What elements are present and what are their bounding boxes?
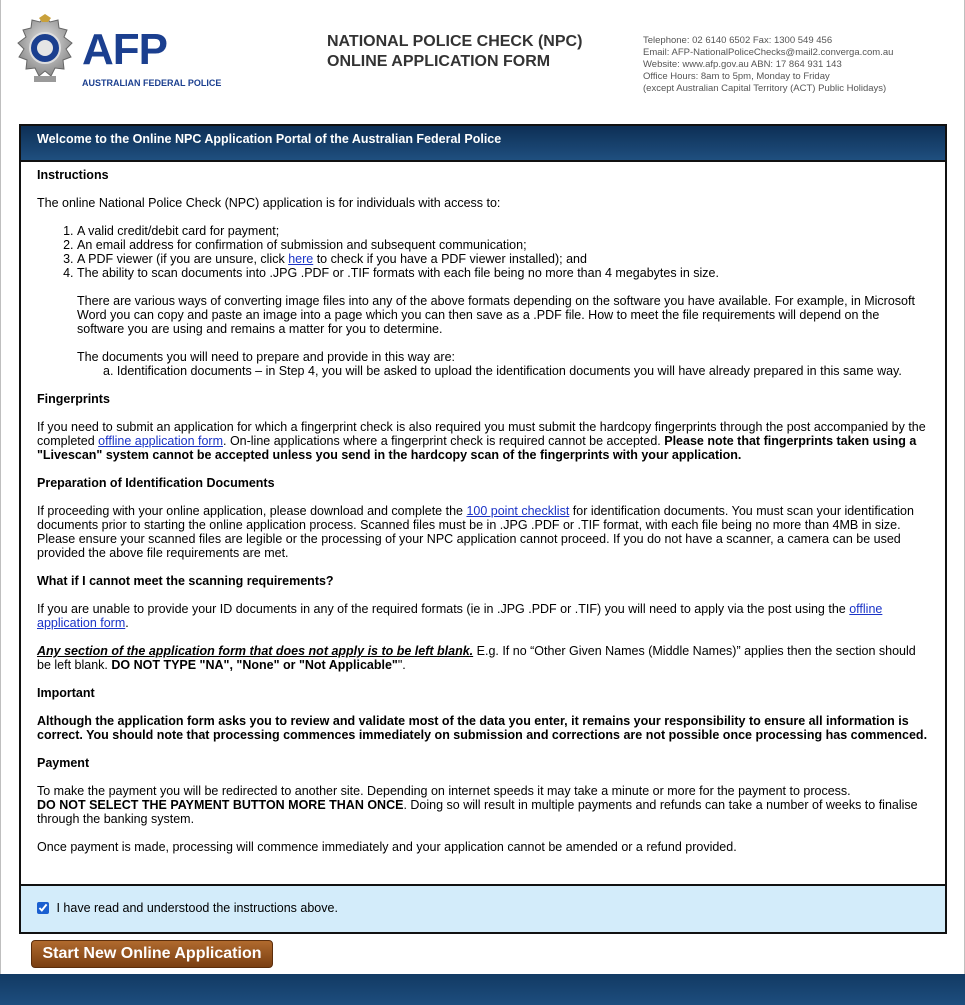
scanning-text — [37, 602, 929, 630]
fingerprints-heading: Fingerprints — [37, 392, 110, 406]
scanning-text-start: If you are unable to provide your ID documents in any of the required formats (ie in .JPG .PDF or .TIF) you will need to apply via the post using the — [37, 602, 850, 616]
start-application-button[interactable]: Start New Online Application — [31, 940, 273, 968]
payment-text-2: . Doing so will result in multiple payments and refunds can take a number of weeks to finalise through the banking system. — [37, 798, 918, 826]
docs-item-a: a. Identification documents – in Step 4, you will be asked to upload the identification documents you will have already prepared in this same way. — [103, 364, 902, 378]
preparation-text-start: If proceeding with your online application, please download and complete the — [37, 504, 467, 518]
logo-subtitle: AUSTRALIAN FEDERAL POLICE — [82, 78, 222, 88]
checklist-link[interactable]: 100 point checklist — [466, 504, 570, 518]
list-item — [77, 252, 929, 266]
form-title — [327, 32, 582, 72]
requirements-list — [77, 224, 929, 280]
contact-hours: Office Hours: 8am to 5pm, Monday to Friday — [643, 71, 830, 82]
blank-warning: DO NOT TYPE "NA", "None" or "Not Applicable" — [111, 658, 398, 672]
contact-phone: Telephone: 02 6140 6502 Fax: 1300 549 456 — [643, 35, 833, 46]
acknowledge-checkbox[interactable] — [37, 902, 49, 914]
livescan-warning: Please note that fingerprints taken using a "Livescan" system cannot be accepted unless you send in the hardcopy scan of the fingerprints with your application. — [37, 434, 917, 462]
list-item: 4. The ability to scan documents into .JPG .PDF or .TIF formats with each file being no more than 4 megabytes in size. — [77, 266, 929, 280]
list-item: 1. A valid credit/debit card for payment; — [77, 224, 929, 238]
acknowledge-row — [21, 884, 945, 932]
preparation-heading: Preparation of Identification Documents — [37, 476, 275, 490]
offline-form-link-2[interactable]: offline application form — [37, 602, 883, 630]
instructions-intro: The online National Police Check (NPC) application is for individuals with access to: — [37, 196, 501, 210]
payment-heading: Payment — [37, 756, 90, 770]
fingerprints-text-start: If you need to submit an application for which a fingerprint check is also required you must submit the hardcopy fingerprints through the post accompanied by the completed — [37, 420, 926, 448]
item3-text: A PDF viewer (if you are unsure, click — [77, 252, 289, 266]
form-title-line2: ONLINE APPLICATION FORM — [327, 53, 551, 70]
blank-emphasis: Any section of the application form that does not apply is to be left blank. — [37, 644, 474, 658]
form-title-line1: NATIONAL POLICE CHECK (NPC) — [327, 33, 583, 50]
convert-paragraph: There are various ways of converting image files into any of the above formats depending on the software you have available. For example, in Microsoft Word you can copy and paste an image into a page which you can then save as a .PDF file. How to meet the file requirements will depend on the software you are using and remains a matter for you to determine. — [77, 294, 915, 336]
important-heading: Important — [37, 686, 95, 700]
afp-logo[interactable] — [14, 12, 222, 92]
offline-form-link[interactable]: offline application form — [98, 434, 223, 448]
scanning-heading: What if I cannot meet the scanning requirements? — [37, 574, 334, 588]
important-text — [37, 714, 929, 742]
contact-holidays: (except Australian Capital Territory (ACT) Public Holidays) — [643, 83, 887, 94]
instructions-heading: Instructions — [37, 168, 109, 182]
acknowledge-label[interactable] — [37, 901, 338, 915]
fingerprints-text — [37, 420, 929, 462]
instructions-content — [21, 162, 945, 854]
conversion-notes — [77, 294, 929, 378]
contact-website: Website: www.afp.gov.au ABN: 17 864 931 143 — [643, 59, 842, 70]
contact-email: Email: AFP-NationalPoliceChecks@mail2.converga.com.au — [643, 47, 894, 58]
list-item: 2. An email address for confirmation of submission and subsequent communication; — [77, 238, 929, 252]
payment-text-1: To make the payment you will be redirected to another site. Depending on internet speeds it may take a minute or more for the payment to process. — [37, 784, 851, 798]
logo-text: AFP — [82, 25, 167, 74]
blank-section-note — [37, 644, 929, 672]
item3-text-end: to check if you have a PDF viewer installed); and — [313, 252, 587, 266]
preparation-text — [37, 504, 929, 560]
payment-text — [37, 784, 929, 826]
blank-text: E.g. If no “Other Given Names (Middle Names)” applies then the section should be left blank. — [37, 644, 916, 672]
fingerprints-text-mid: . On-line applications where a fingerprint check is required cannot be accepted. — [223, 434, 665, 448]
footer-bar — [0, 974, 965, 1005]
contact-details — [643, 35, 893, 95]
pdf-check-link[interactable]: here — [288, 252, 314, 266]
important-bold: Although the application form asks you to review and validate most of the data you enter, it remains your responsibility to ensure all information is correct. You should note that processing commences immediately on submission and corrections are not possible once processing has commenced. — [37, 714, 928, 742]
acknowledge-text: I have read and understood the instructions above. — [56, 901, 338, 915]
payment-final-text: Once payment is made, processing will commence immediately and your application cannot be amended or a refund provided. — [37, 840, 737, 854]
payment-warning: DO NOT SELECT THE PAYMENT BUTTON MORE THAN ONCE — [37, 798, 404, 812]
instructions-panel — [19, 124, 947, 934]
docs-paragraph: The documents you will need to prepare and provide in this way are: — [77, 350, 455, 364]
page-header — [0, 0, 965, 120]
police-crest-icon — [14, 14, 76, 88]
blank-tail: ". — [397, 658, 406, 672]
preparation-text-end: for identification documents. You must scan your identification documents prior to starting the online application process. Scanned files must be in .JPG .PDF or .TIF format, with each file being no more than 4MB in size. Please ensure your scanned files are legible or the processing of your NPC application cannot proceed. If you do not have a scanner, a camera can be used provided the above file requirements are met. — [37, 504, 914, 560]
scanning-text-end: . — [125, 616, 129, 630]
panel-heading: Welcome to the Online NPC Application Portal of the Australian Federal Police — [21, 126, 945, 162]
